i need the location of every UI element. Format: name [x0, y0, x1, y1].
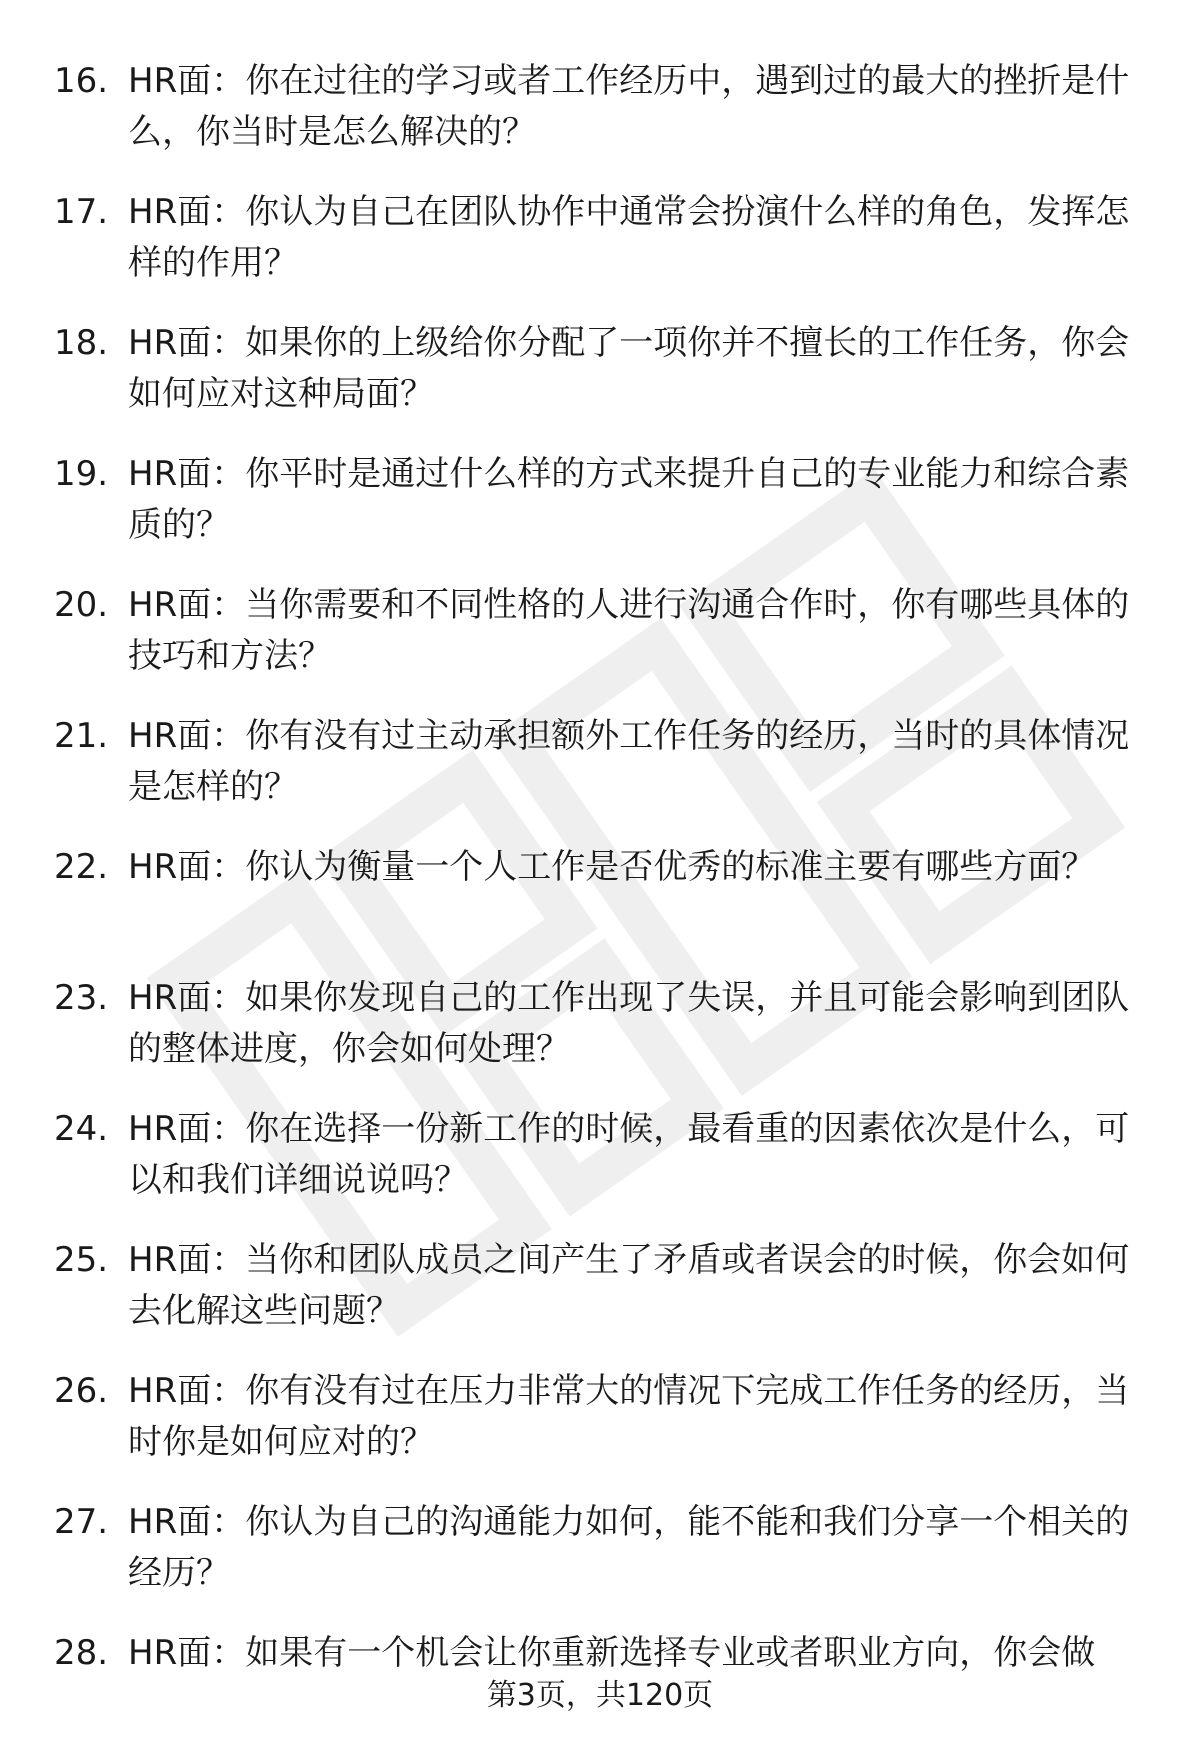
list-item — [0, 711, 1200, 842]
list-item — [0, 56, 1200, 187]
list-item — [0, 1235, 1200, 1366]
question-text: HR面：你有没有过主动承担额外工作任务的经历，当时的具体情况是怎样的？ — [128, 716, 1130, 807]
question-number: 18. — [54, 323, 109, 363]
question-text: HR面：你平时是通过什么样的方式来提升自己的专业能力和综合素质的？ — [128, 454, 1130, 545]
question-list — [0, 56, 1200, 1759]
question-text: HR面：你在选择一份新工作的时候，最看重的因素依次是什么，可以和我们详细说说吗？ — [128, 1109, 1130, 1200]
list-item — [0, 1366, 1200, 1497]
list-item — [0, 580, 1200, 711]
list-item — [0, 187, 1200, 318]
question-text: HR面：当你需要和不同性格的人进行沟通合作时，你有哪些具体的技巧和方法？ — [128, 585, 1130, 676]
question-number: 24. — [54, 1109, 109, 1149]
list-item — [0, 449, 1200, 580]
question-number: 17. — [54, 192, 109, 232]
question-number: 16. — [54, 61, 109, 101]
question-number: 27. — [54, 1502, 109, 1542]
page-indicator: 第3页，共120页 — [486, 1678, 714, 1713]
question-text: HR面：你认为衡量一个人工作是否优秀的标准主要有哪些方面？ — [128, 847, 1096, 887]
question-number: 21. — [54, 716, 109, 756]
question-text: HR面：你认为自己在团队协作中通常会扮演什么样的角色，发挥怎样的作用？ — [128, 192, 1130, 283]
list-item — [0, 1104, 1200, 1235]
question-number: 20. — [54, 585, 109, 625]
question-number: 22. — [54, 847, 109, 887]
question-number: 19. — [54, 454, 109, 494]
question-text: HR面：你在过往的学习或者工作经历中，遇到过的最大的挫折是什么，你当时是怎么解决的？ — [128, 61, 1130, 152]
question-text: HR面：如果有一个机会让你重新选择专业或者职业方向，你会做 — [128, 1633, 1096, 1673]
question-text: HR面：你有没有过在压力非常大的情况下完成工作任务的经历，当时你是如何应对的？ — [128, 1371, 1130, 1462]
question-number: 25. — [54, 1240, 109, 1280]
question-text: HR面：如果你发现自己的工作出现了失误，并且可能会影响到团队的整体进度，你会如何处理？ — [128, 978, 1130, 1069]
question-number: 28. — [54, 1633, 109, 1673]
list-item — [0, 842, 1200, 973]
list-item — [0, 973, 1200, 1104]
question-text: HR面：你认为自己的沟通能力如何，能不能和我们分享一个相关的经历？ — [128, 1502, 1130, 1593]
question-number: 23. — [54, 978, 109, 1018]
list-item — [0, 1497, 1200, 1628]
list-item — [0, 318, 1200, 449]
question-text: HR面：如果你的上级给你分配了一项你并不擅长的工作任务，你会如何应对这种局面？ — [128, 323, 1130, 414]
question-text: HR面：当你和团队成员之间产生了矛盾或者误会的时候，你会如何去化解这些问题？ — [128, 1240, 1130, 1331]
question-number: 26. — [54, 1371, 109, 1411]
